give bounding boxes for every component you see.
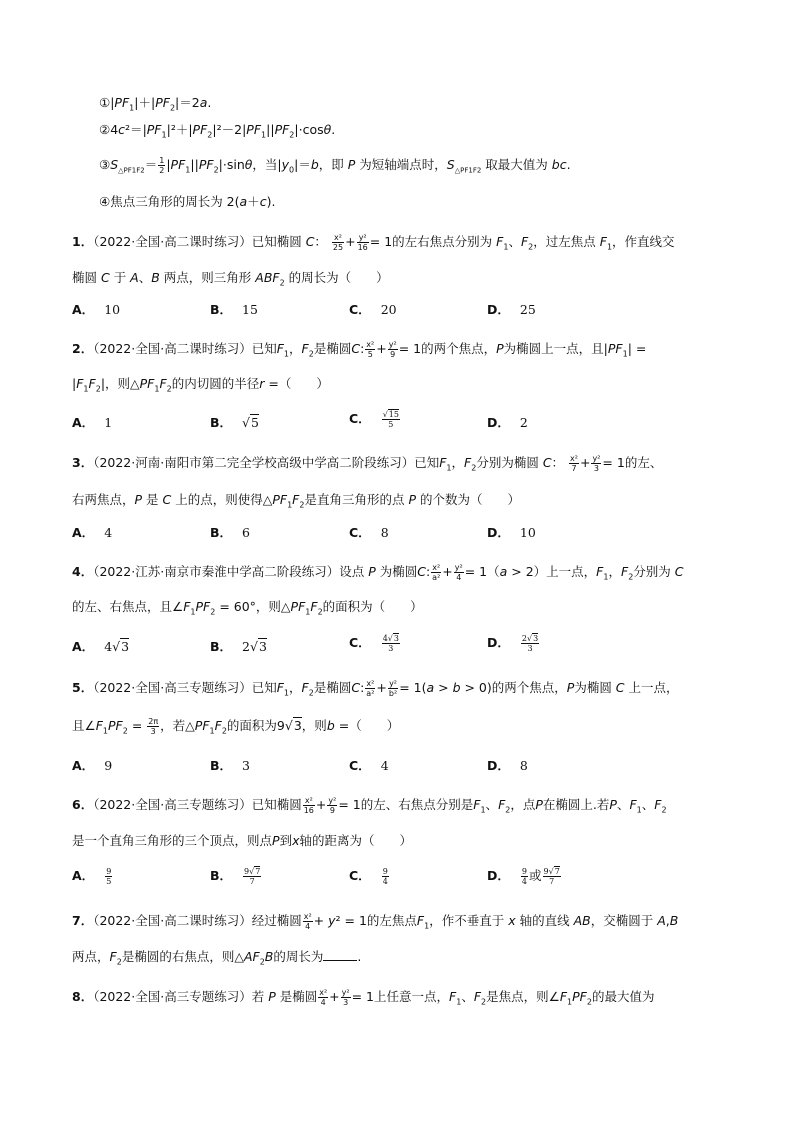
question-3-option-c[interactable]: C． 8	[349, 525, 389, 540]
question-2-line-1: 2．（2022·全国·高二课时练习）已知$F_1$，$F_2$是椭圆C: $\frac{\text{x²}}{5}$ + $\frac{\text{y²}}{9}$ = 1的两个焦点，P为椭圆上一点，且$|PF_1|$ =	[72, 340, 647, 359]
question-1-line-1: 1．（2022·全国·高二课时练习）已知椭圆 C： $\frac{\text{x²}}{25}$ + $\frac{\text{y²}}{16}$ = 1的左右焦点分别为 $F_1$、$F_2$，过左焦点 $F_1$，作直线交	[72, 233, 675, 252]
question-3-line-1: 3．（2022·河南·南阳市第二完全学校高级中学高二阶段练习）已知$F_1$，$F_2$分别为椭圆 C： $\frac{\text{x²}}{7}$ + $\frac{\text{y²}}{3}$ = 1的左、	[72, 454, 663, 473]
question-5-option-b[interactable]: B． 3	[210, 758, 250, 773]
question-3-option-b[interactable]: B． 6	[210, 525, 250, 540]
question-1-option-c[interactable]: C． 20	[349, 302, 397, 317]
question-6-option-a[interactable]: A． $\frac{9}{5}$	[72, 867, 112, 886]
question-4-option-a[interactable]: A． 4√3	[72, 639, 130, 654]
question-2-option-d[interactable]: D． 2	[487, 415, 528, 430]
question-3-option-d[interactable]: D． 10	[487, 525, 536, 540]
question-6-line-2: 是一个直角三角形的三个顶点，则点P到x轴的距离为（ ）	[72, 833, 412, 848]
question-2-line-2: $|F_1F_2|$，则$\triangle PF_1F_2$的内切圆的半径r =（ ）	[72, 376, 329, 394]
question-3-option-a[interactable]: A． 4	[72, 525, 113, 540]
question-4-option-d[interactable]: D． $\frac{2√3}{3}$	[487, 634, 539, 653]
question-5-option-c[interactable]: C． 4	[349, 758, 389, 773]
question-5-option-a[interactable]: A． 9	[72, 758, 113, 773]
question-4-option-c[interactable]: C． $\frac{4√3}{3}$	[349, 634, 399, 653]
question-4-line-1: 4．（2022·江苏·南京市秦淮中学高二阶段练习）设点 P 为椭圆C: $\frac{\text{x²}}{\text{a²}}$ + $\frac{\text{y²}}{4}$ = 1（a > 2）上一点，$F_1$，$F_2$分别为 C	[72, 563, 684, 582]
question-4-option-b[interactable]: B． 2√3	[210, 639, 267, 654]
question-4-line-2: 的左、右焦点，且$\angle F_1PF_2 = 60^\circ$，则$\triangle PF_1F_2$的面积为（ ）	[72, 599, 423, 617]
question-2-option-c[interactable]: C． $\frac{√15}{5}$	[349, 410, 399, 429]
question-8-line-1: 8．（2022·全国·高三专题练习）若 P 是椭圆 $\frac{\text{x²}}{4}$ + $\frac{\text{y²}}{3}$ = 1上任意一点，$F_1$、$F_2$是焦点，则$\angle F_1PF_2$的最大值为	[72, 988, 655, 1007]
property-2: $②4c^2=|PF_1|^2+|PF_2|^2-2|PF_1||PF_2|\cdot\cos\theta$.	[99, 122, 336, 140]
question-6-option-b[interactable]: B． $\frac{9√7}{7}$	[210, 867, 261, 886]
question-2-option-b[interactable]: B． √5	[210, 415, 259, 430]
question-6-line-1: 6．（2022·全国·高三专题练习）已知椭圆 $\frac{\text{x²}}{16}$ + $\frac{\text{y²}}{9}$ = 1的左、右焦点分别是$F_1$、$F_2$，点P在椭圆上.若P、$F_1$、$F_2$	[72, 796, 667, 815]
question-2-option-a[interactable]: A． 1	[72, 415, 113, 430]
question-1-option-d[interactable]: D． 25	[487, 302, 536, 317]
question-6-option-c[interactable]: C． $\frac{9}{4}$	[349, 867, 388, 886]
property-3: $③S_{\triangle PF1F2}=$ $\frac{1}{2}$ $|PF_1||PF_2|\cdot\sin\theta$，当$|y_0|=b$，即 P 为短轴端点时，$S_{\triangle PF1F2}$ 取最大值为 bc.	[99, 156, 571, 175]
question-7-line-1: 7．（2022·全国·高二课时练习）经过椭圆 $\frac{\text{x²}}{4}$ + y² = 1的左焦点$F_1$，作不垂直于 x 轴的直线 AB，交椭圆于 A,B	[72, 912, 679, 931]
question-7-line-2: 两点，$F_2$是椭圆的右焦点，则$\triangle AF_2B$的周长为 .	[72, 949, 362, 967]
question-5-option-d[interactable]: D． 8	[487, 758, 528, 773]
question-1-line-2: 椭圆 C 于 A、B 两点，则三角形 $ABF_2$ 的周长为（ ）	[72, 270, 389, 288]
question-5-line-1: 5．（2022·全国·高三专题练习）已知$F_1$，$F_2$是椭圆C: $\frac{\text{x²}}{\text{a²}}$ + $\frac{\text{y²}}{\text{b²}}$ = 1(a > b > 0)的两个焦点，P为椭圆 C 上一点，	[72, 679, 679, 698]
question-1-option-a[interactable]: A． 10	[72, 302, 121, 317]
question-1-option-b[interactable]: B． 15	[210, 302, 258, 317]
property-4: ④焦点三角形的周长为 2(a＋c).	[99, 194, 276, 209]
answer-blank[interactable]	[323, 948, 357, 961]
property-1: $①|PF_1|+|PF_2|=2a$.	[99, 95, 212, 113]
question-6-option-d[interactable]: D． $\frac{9}{4}$ 或 $\frac{9√7}{7}$	[487, 867, 560, 886]
question-5-line-2: 且$\angle F_1PF_2$ = $\frac{2\pi}{3}$ ，若$\triangle PF_1F_2$的面积为9√3，则b =（ ）	[72, 717, 400, 736]
question-3-line-2: 右两焦点，P 是 C 上的点，则使得$\triangle PF_1F_2$是直角三角形的点 P 的个数为（ ）	[72, 492, 520, 510]
